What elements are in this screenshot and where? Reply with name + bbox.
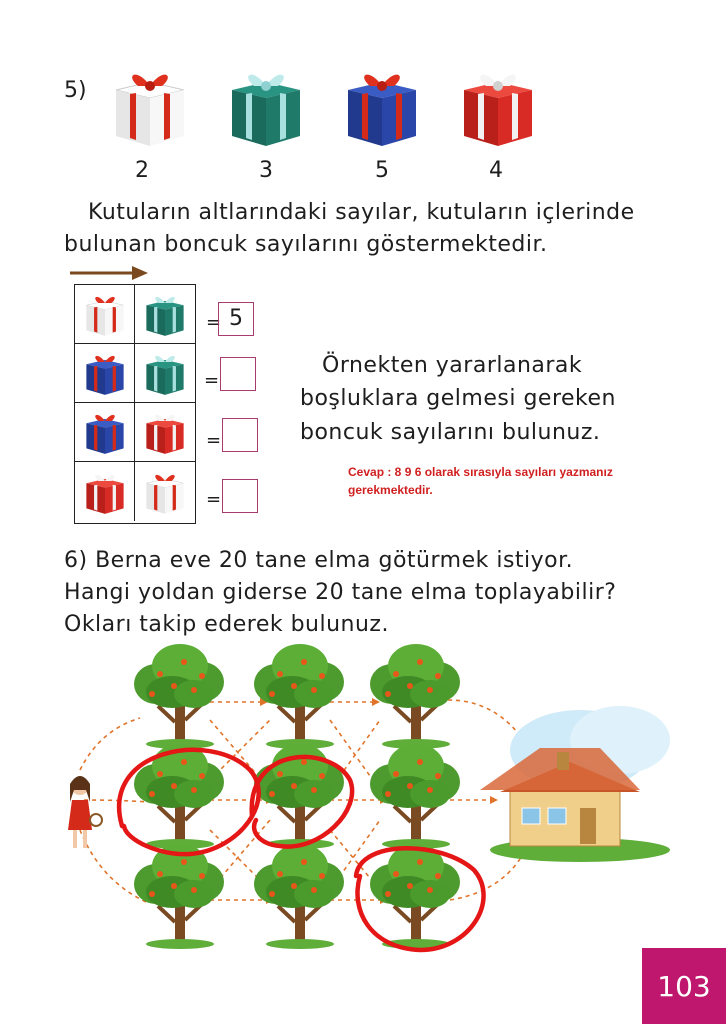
gift-value-green: 3 bbox=[259, 158, 273, 183]
grid-cell bbox=[135, 462, 195, 521]
answer-note: Cevap : 8 9 6 olarak sırasıyla sayıları yazmanız gerekmektedir. bbox=[348, 465, 613, 497]
apple-tree-icon bbox=[370, 844, 460, 949]
equals-sign: = bbox=[206, 312, 222, 333]
equals-sign: = bbox=[206, 430, 222, 451]
apple-tree-icon bbox=[134, 844, 224, 949]
apple-tree-icon bbox=[134, 644, 224, 749]
blue-gift-icon bbox=[83, 409, 127, 455]
white-gift-icon bbox=[110, 64, 190, 148]
red-gift-icon bbox=[143, 409, 187, 455]
equals-sign: = bbox=[206, 489, 222, 510]
apple-tree-icon bbox=[254, 744, 344, 849]
answer-box-4[interactable] bbox=[222, 479, 258, 513]
apple-tree-icon bbox=[254, 644, 344, 749]
answer-box-1[interactable]: 5 bbox=[218, 302, 254, 336]
green-gift-icon bbox=[143, 291, 187, 337]
answer-box-3[interactable] bbox=[222, 418, 258, 452]
apple-tree-icon bbox=[370, 744, 460, 849]
page-number: 103 bbox=[642, 948, 726, 1024]
blue-gift-icon bbox=[342, 64, 422, 148]
intro-line-1: Kutuların altlarındaki sayılar, kutuların içlerinde bbox=[88, 200, 635, 225]
grid-cell bbox=[75, 344, 135, 403]
grid-cell bbox=[135, 403, 195, 462]
direction-arrow-icon bbox=[70, 264, 150, 282]
grid-cell bbox=[135, 344, 195, 403]
apple-tree-icon bbox=[370, 644, 460, 749]
answer-box-2[interactable] bbox=[220, 357, 256, 391]
girl-figure-icon bbox=[68, 776, 102, 848]
instruction-line-3: boncuk sayılarını bulunuz. bbox=[300, 420, 601, 445]
gift-value-white: 2 bbox=[135, 158, 149, 183]
gift-value-red: 4 bbox=[489, 158, 503, 183]
white-gift-icon bbox=[83, 291, 127, 337]
white-gift-icon bbox=[143, 469, 187, 515]
instruction-line-2: boşluklara gelmesi gereken bbox=[300, 386, 616, 411]
green-gift-icon bbox=[226, 64, 306, 148]
equals-sign: = bbox=[204, 370, 220, 391]
q6-line-1: 6) Berna eve 20 tane elma götürmek istiyor. bbox=[64, 548, 574, 573]
blue-gift-icon bbox=[83, 350, 127, 396]
question-5-number: 5) bbox=[64, 78, 87, 103]
apple-tree-maze bbox=[60, 640, 670, 970]
gift-grid bbox=[74, 284, 196, 524]
q6-line-2: Hangi yoldan giderse 20 tane elma toplayabilir? bbox=[64, 580, 617, 605]
apple-tree-icon bbox=[254, 844, 344, 949]
red-gift-icon bbox=[458, 64, 538, 148]
intro-line-2: bulunan boncuk sayılarını göstermektedir. bbox=[64, 232, 548, 257]
instruction-line-1: Örnekten yararlanarak bbox=[322, 353, 583, 378]
grid-cell bbox=[75, 403, 135, 462]
house-icon bbox=[480, 706, 670, 862]
grid-cell bbox=[75, 285, 135, 344]
red-gift-icon bbox=[83, 469, 127, 515]
gift-value-blue: 5 bbox=[375, 158, 389, 183]
grid-cell bbox=[75, 462, 135, 521]
q6-line-3: Okları takip ederek bulunuz. bbox=[64, 612, 389, 637]
green-gift-icon bbox=[143, 350, 187, 396]
grid-cell bbox=[135, 285, 195, 344]
